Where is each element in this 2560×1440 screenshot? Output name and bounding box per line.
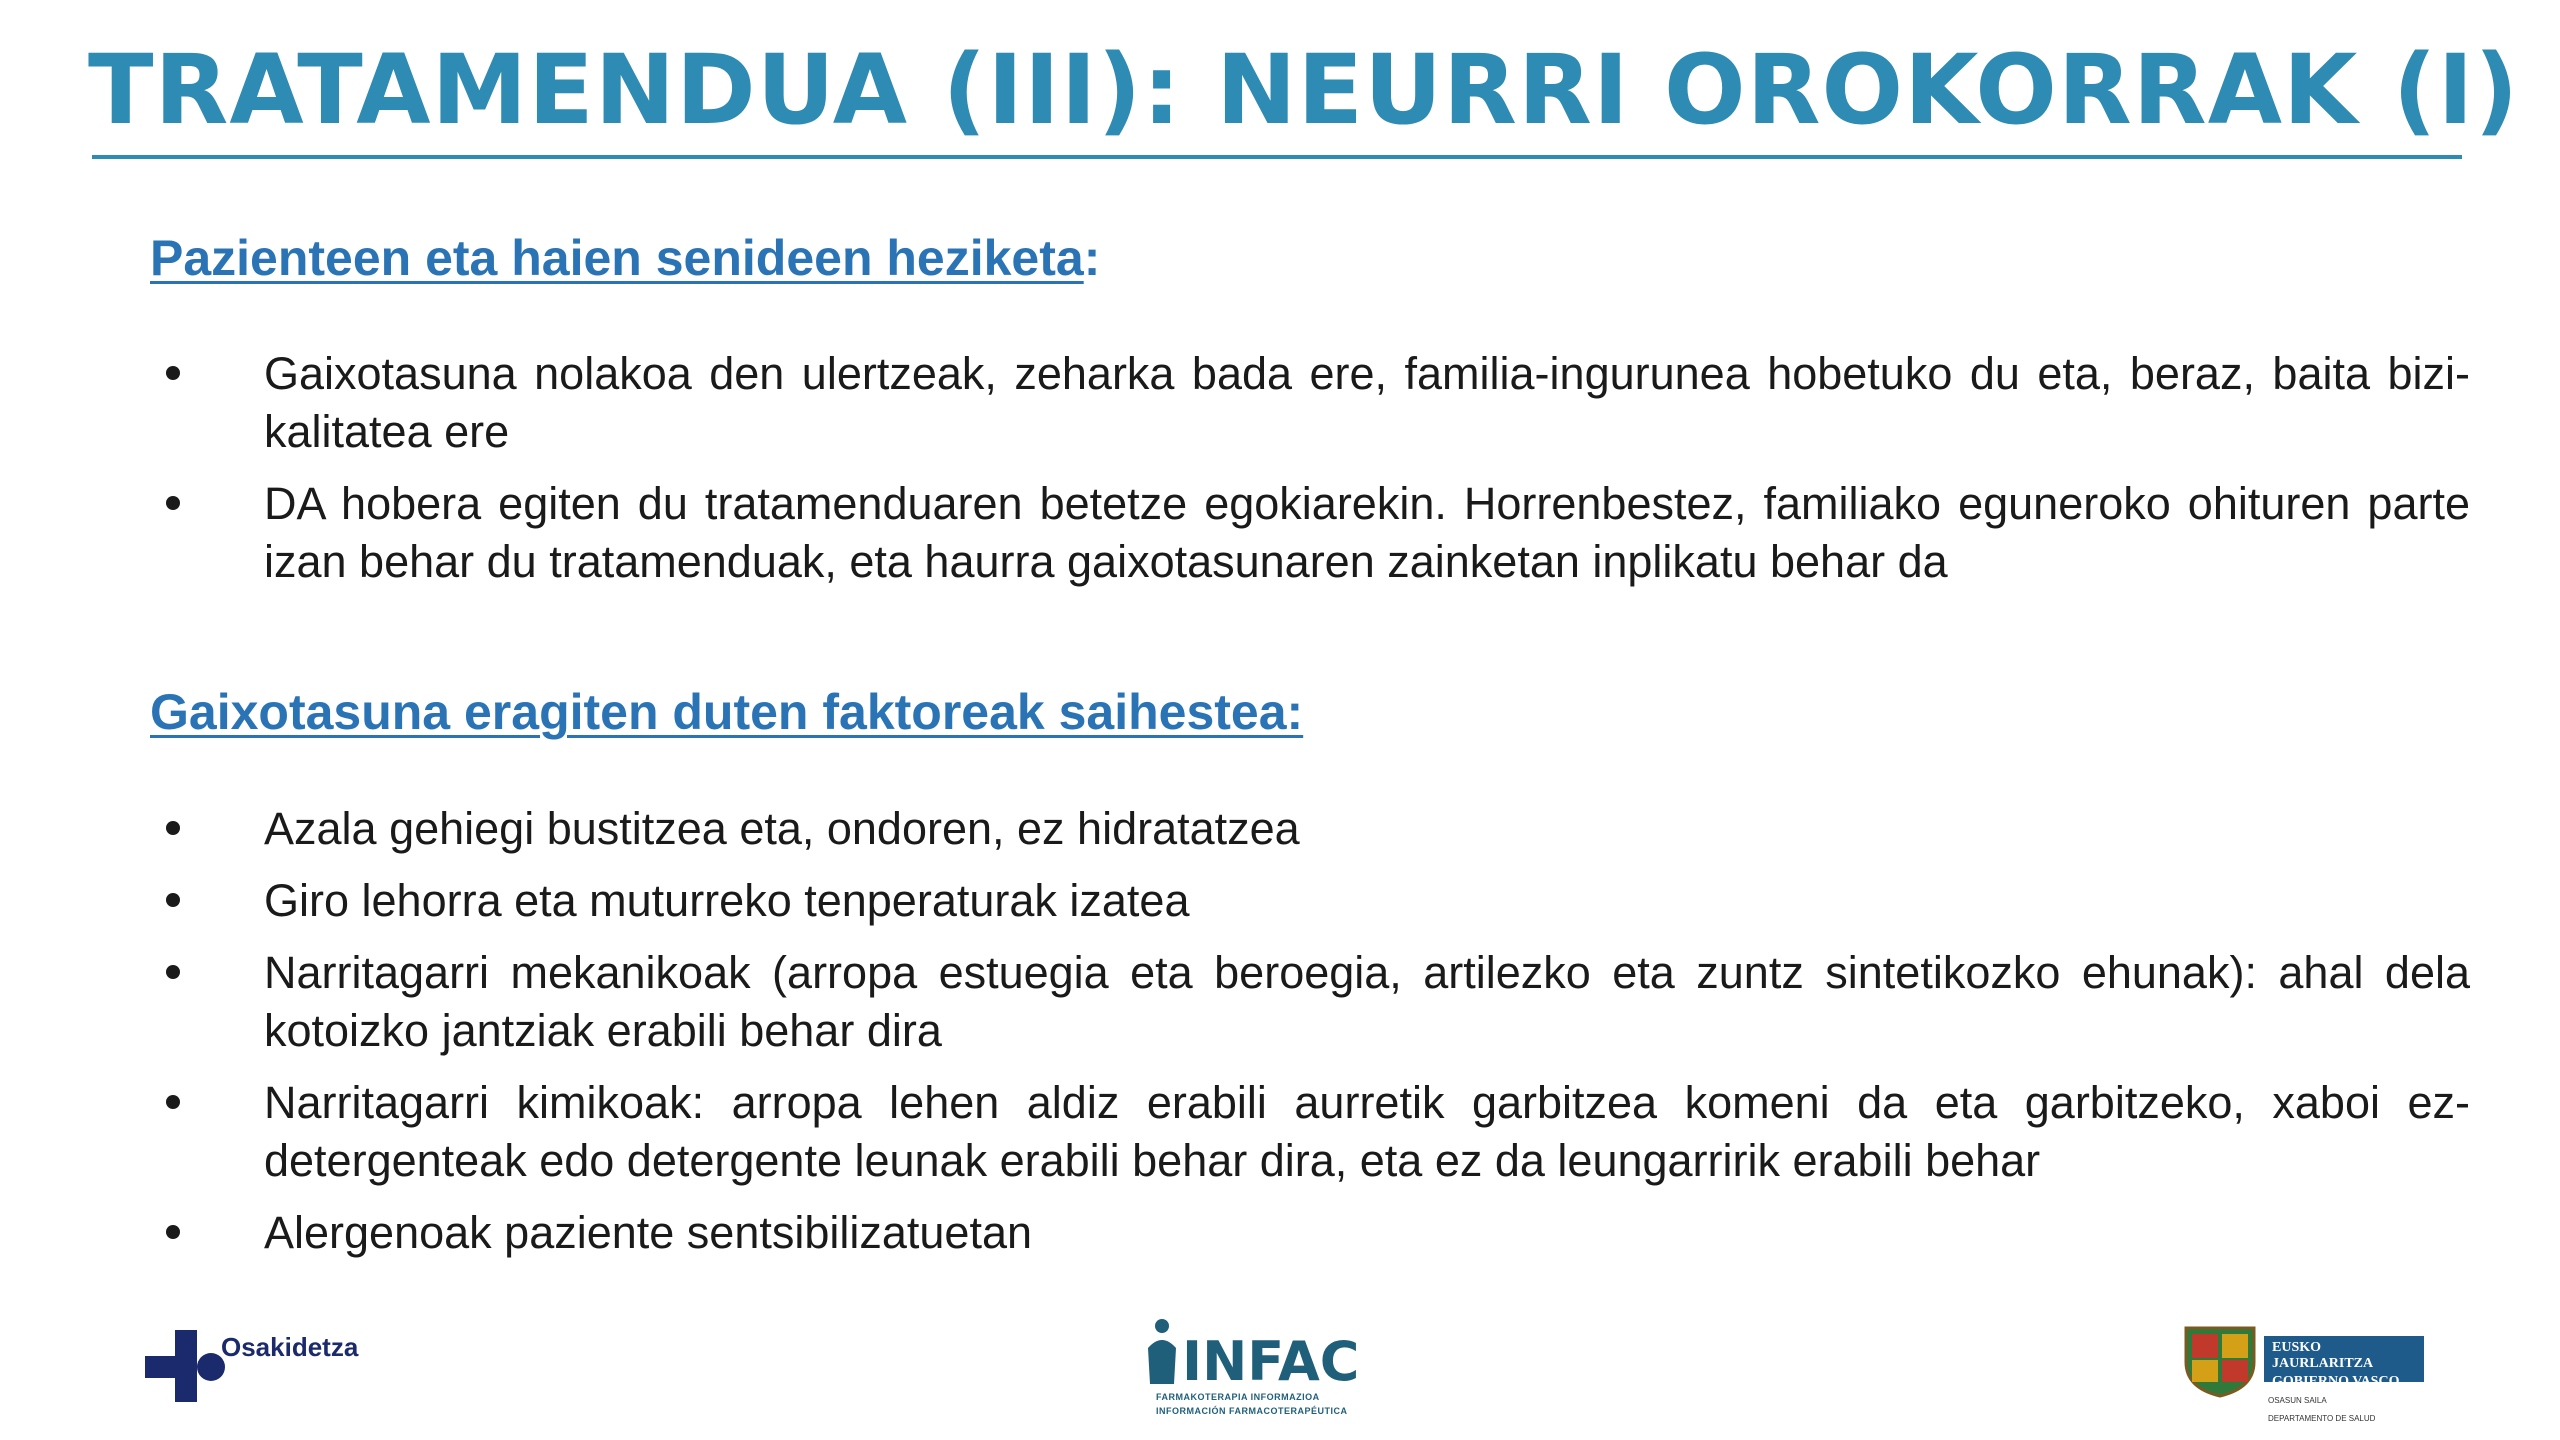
gov-line2: GOBIERNO VASCO <box>2272 1374 2400 1389</box>
list-item <box>150 944 2470 1060</box>
bullet-text: Narritagarri mekanikoak (arropa estuegia eta beroegia, artilezko eta zuntz sintetikozko ehunak): ahal dela kotoizko jantziak erabili behar dira <box>264 947 2470 1056</box>
bullet-text: Azala gehiegi bustitzea eta, ondoren, ez hidratatzea <box>264 803 1300 854</box>
section-heading-education <box>150 228 1100 288</box>
list-item <box>150 1204 2470 1262</box>
bullet-text: Narritagarri kimikoak: arropa lehen aldiz erabili aurretik garbitzea komeni da eta garbitzeko, xaboi ez-detergenteak edo detergente leunak erabili behar dira, eta ez da leungarririk erabili behar <box>264 1077 2470 1186</box>
bullet-icon <box>166 366 180 380</box>
infac-line1: FARMAKOTERAPIA INFORMAZIOA <box>1156 1392 1320 1402</box>
coat-of-arms-icon <box>2180 1318 2260 1398</box>
list-item <box>150 1074 2470 1190</box>
section-heading-education-colon: : <box>1083 230 1101 286</box>
gov-band <box>2264 1336 2424 1389</box>
bullet-list-factors <box>150 800 2470 1276</box>
section-heading-education-text: Pazienteen eta haien senideen heziketa <box>150 230 1084 286</box>
gov-line3: OSASUN SAILA <box>2268 1396 2327 1405</box>
list-item <box>150 800 2470 858</box>
infac-logo-mark-icon <box>1140 1318 1360 1393</box>
bullet-icon <box>166 496 180 510</box>
title-underline <box>92 155 2462 159</box>
gobierno-vasco-logo <box>2180 1318 2440 1428</box>
section-heading-factors-text: Gaixotasuna eragiten duten faktoreak saihestea: <box>150 684 1304 740</box>
bullet-icon <box>166 1095 180 1109</box>
infac-line2: INFORMACIÓN FARMACOTERAPÉUTICA <box>1156 1406 1348 1416</box>
bullet-icon <box>166 893 180 907</box>
bullet-text: Alergenoak paziente sentsibilizatuetan <box>264 1207 1033 1258</box>
list-item <box>150 345 2470 461</box>
list-item <box>150 475 2470 591</box>
bullet-text: Gaixotasuna nolakoa den ulertzeak, zeharka bada ere, familia-ingurunea hobetuko du eta, beraz, baita bizi-kalitatea ere <box>264 348 2470 457</box>
gov-line1: EUSKO JAURLARITZA <box>2272 1340 2374 1371</box>
list-item <box>150 872 2470 930</box>
osakidetza-label: Osakidetza <box>221 1332 359 1362</box>
infac-logo-text: INFAC <box>1182 1330 1360 1393</box>
bullet-text: DA hobera egiten du tratamenduaren betetze egokiarekin. Horrenbestez, familiako eguneroko ohituren parte izan behar du tratamenduak, eta haurra gaixotasunaren zainketan inplikatu behar da <box>264 478 2470 587</box>
infac-logo <box>1140 1318 1380 1428</box>
bullet-icon <box>166 1225 180 1239</box>
bullet-icon <box>166 965 180 979</box>
section-heading-factors <box>150 682 1303 742</box>
osakidetza-logo <box>145 1330 385 1410</box>
bullet-list-education <box>150 345 2470 605</box>
slide-title: TRATAMENDUA (III): NEURRI OROKORRAK (I) <box>88 34 2520 146</box>
bullet-icon <box>166 821 180 835</box>
gov-line4: DEPARTAMENTO DE SALUD <box>2268 1414 2376 1423</box>
bullet-text: Giro lehorra eta muturreko tenperaturak izatea <box>264 875 1190 926</box>
